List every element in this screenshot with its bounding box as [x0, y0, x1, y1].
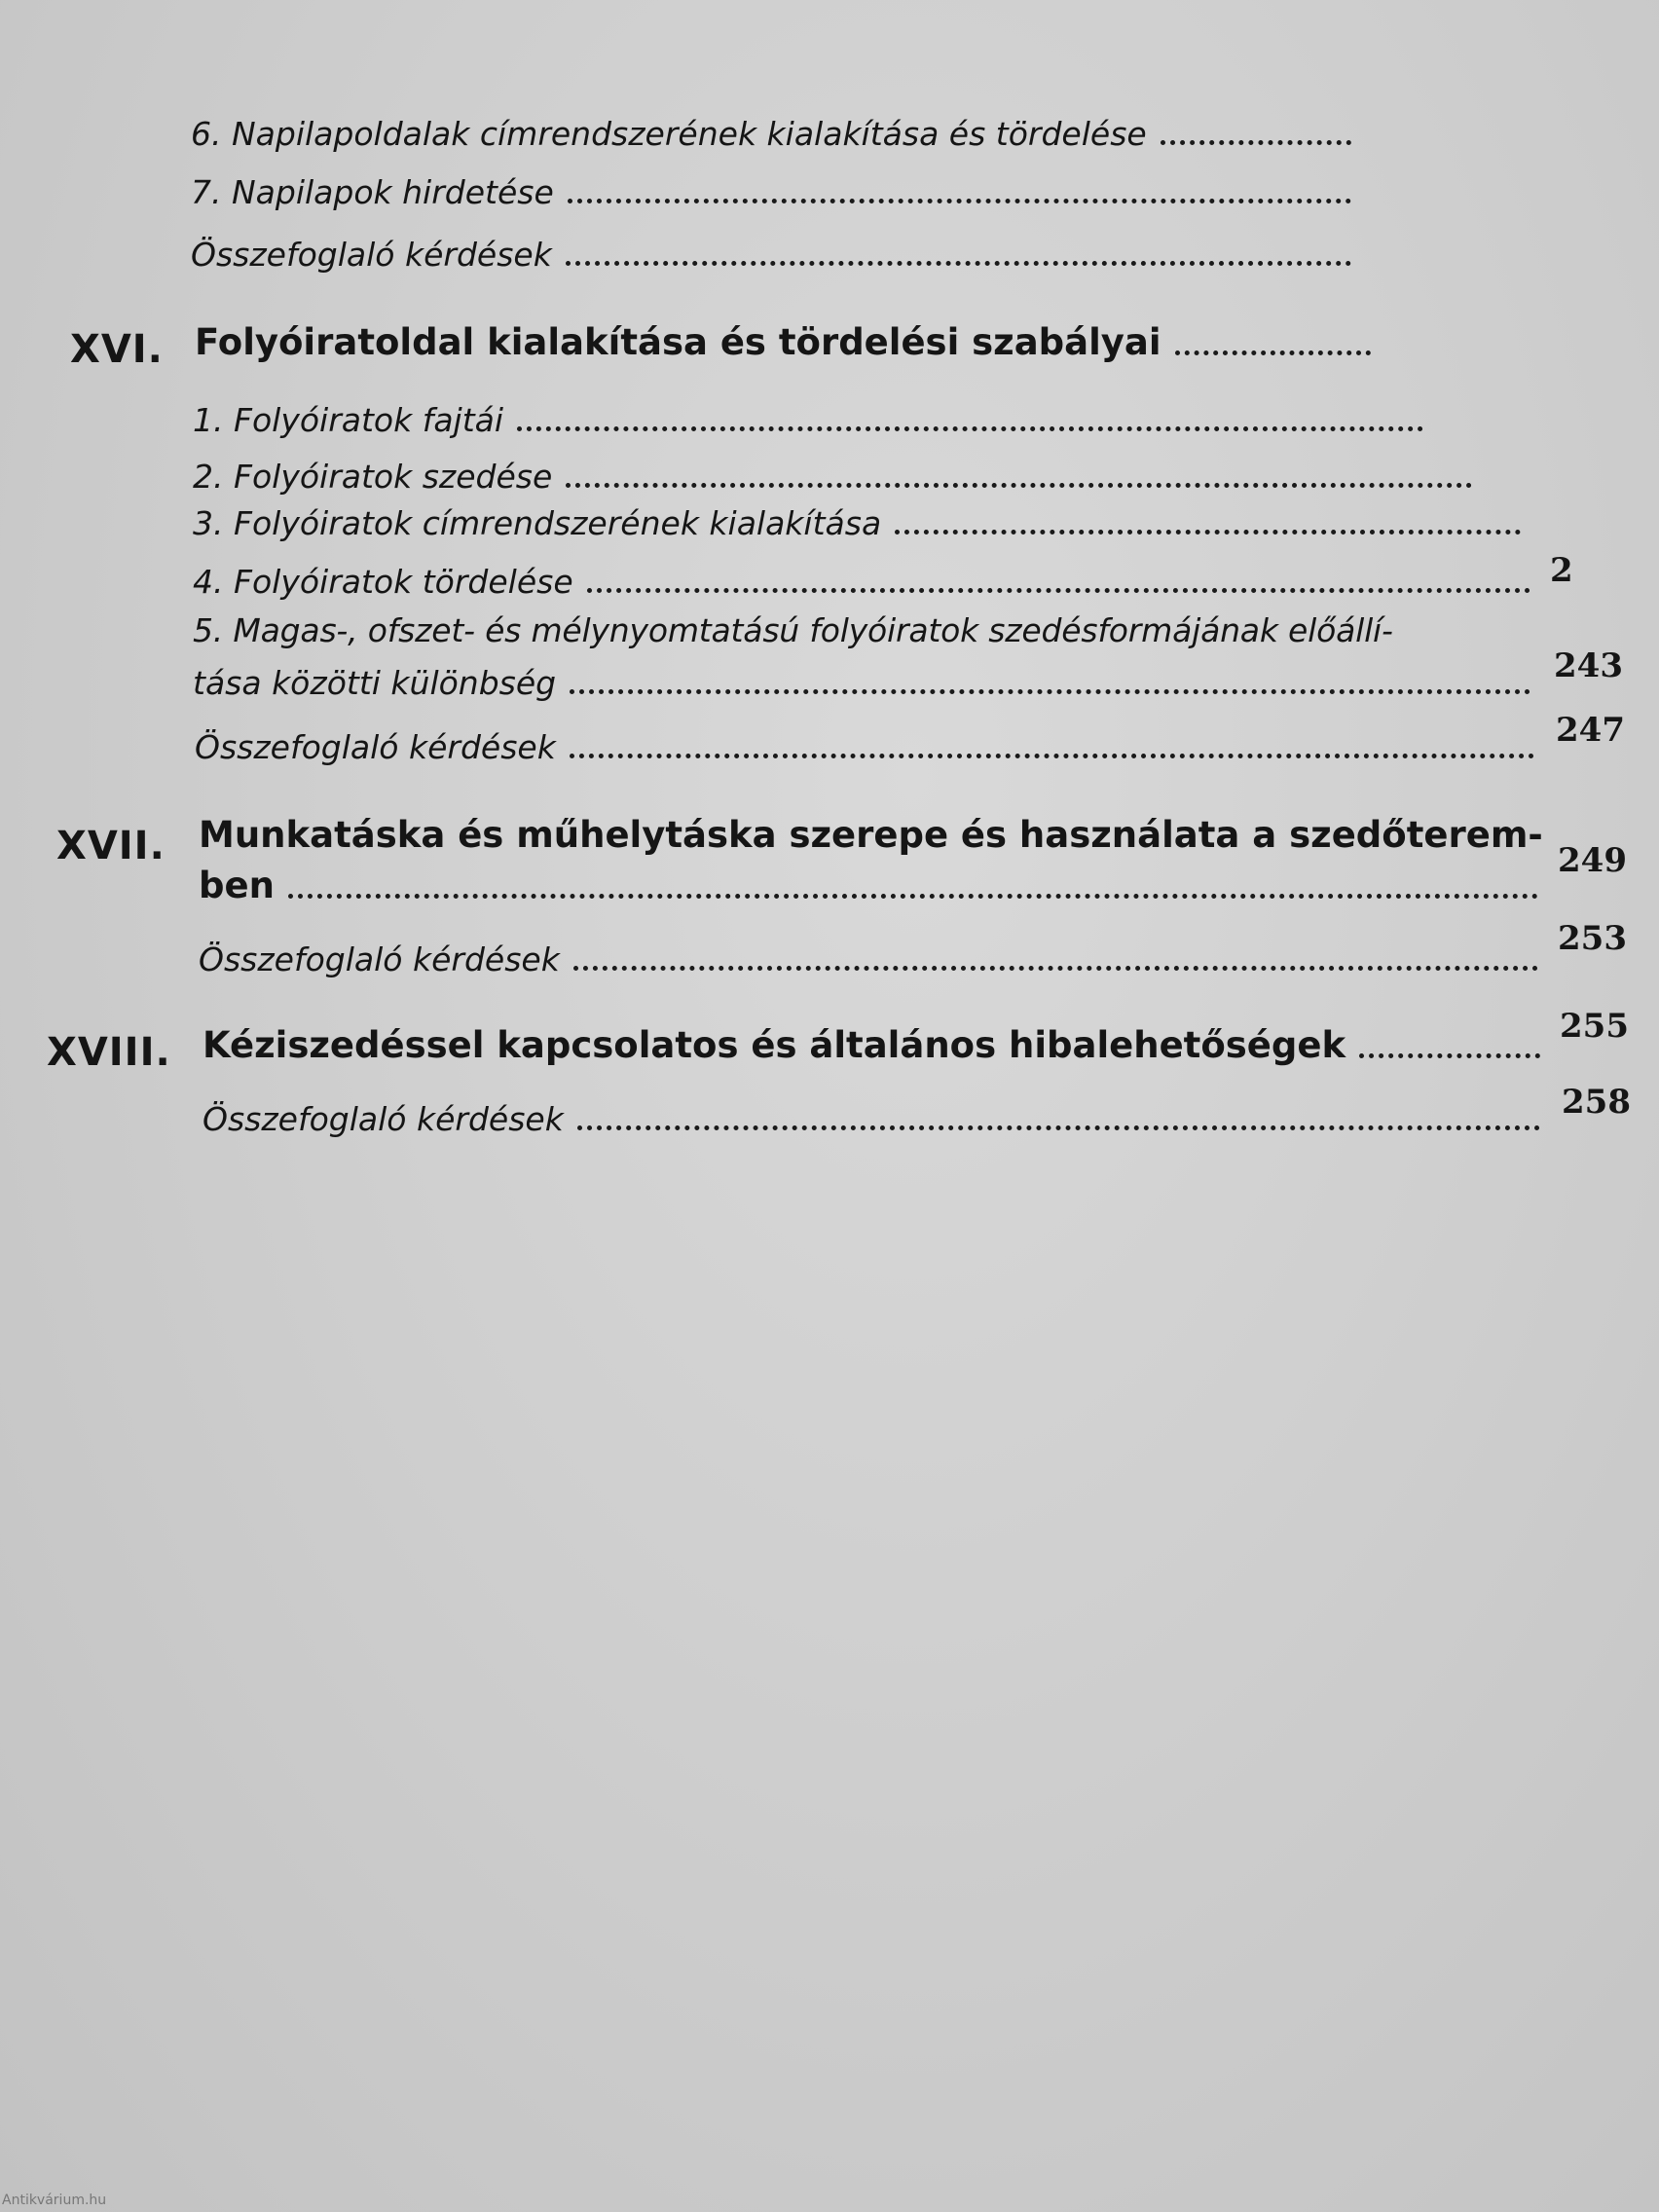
toc-entry-label: Összefoglaló kérdések: [199, 940, 560, 978]
dot-leader: [566, 483, 1472, 488]
dot-leader: [568, 199, 1351, 203]
toc-entry-5-line1: 5. Magas-, ofszet- és mélynyomtatású folyóiratok szedésformájának előállí-: [193, 611, 1393, 649]
toc-entry-label: 4. Folyóiratok tördelése: [193, 563, 573, 601]
toc-summary-questions: [191, 236, 1357, 274]
page-number: 243: [1554, 646, 1623, 685]
toc-entry-label: Összefoglaló kérdések: [195, 728, 556, 766]
toc-summary-questions: [195, 728, 1540, 766]
page-number: 253: [1558, 919, 1627, 958]
toc-entry-2: [193, 458, 1478, 496]
toc-entry-label: 2. Folyóiratok szedése: [193, 458, 553, 496]
toc-summary-questions: [203, 1100, 1546, 1138]
dot-leader: [517, 426, 1423, 431]
chapter-number: XVIII.: [47, 1030, 171, 1075]
toc-entry-6: [191, 115, 1357, 153]
toc-entry-label: 1. Folyóiratok fajtái: [193, 401, 504, 439]
toc-summary-questions: [199, 940, 1544, 978]
chapter-heading-xviii: [203, 1024, 1546, 1066]
chapter-number: XVI.: [70, 327, 164, 372]
dot-leader: [895, 530, 1521, 535]
toc-entry-label: 6. Napilapoldalak címrendszerének kialakítása és tördelése: [191, 115, 1147, 153]
dot-leader: [587, 588, 1530, 593]
dot-leader: [288, 894, 1538, 899]
page-number: 249: [1558, 841, 1627, 880]
chapter-heading-xvi: [195, 321, 1377, 363]
dot-leader: [577, 1125, 1540, 1130]
chapter-number: XVII.: [56, 824, 166, 868]
toc-entry-label: Összefoglaló kérdések: [203, 1100, 564, 1138]
chapter-title: ben: [199, 865, 275, 906]
toc-entry-1: [193, 401, 1429, 439]
page-number: 258: [1562, 1083, 1631, 1122]
dot-leader: [570, 689, 1530, 694]
page-number: 247: [1556, 711, 1625, 750]
chapter-title-line1: Munkatáska és műhelytáska szerepe és használata a szedőterem-: [199, 814, 1543, 856]
dot-leader: [570, 754, 1534, 758]
page-number: 2: [1550, 551, 1573, 590]
toc-entry-label: Összefoglaló kérdések: [191, 236, 552, 274]
page-number: 255: [1560, 1007, 1629, 1046]
toc-entry-label: 3. Folyóiratok címrendszerének kialakítása: [193, 504, 882, 542]
toc-entry-7: [191, 173, 1357, 211]
chapter-heading-xvii: [199, 865, 1544, 906]
dot-leader: [566, 261, 1351, 266]
toc-entry-4: [193, 563, 1536, 601]
toc-entry-3: [193, 504, 1527, 542]
dot-leader: [1175, 350, 1371, 355]
watermark: Antikvárium.hu: [2, 2193, 107, 2208]
chapter-title: Kéziszedéssel kapcsolatos és általános hibalehetőségek: [203, 1024, 1346, 1066]
dot-leader: [573, 966, 1538, 971]
dot-leader: [1359, 1053, 1540, 1058]
toc-entry-5: [193, 664, 1536, 702]
dot-leader: [1161, 140, 1351, 145]
chapter-title: Folyóiratoldal kialakítása és tördelési szabályai: [195, 321, 1161, 363]
toc-entry-label: 7. Napilapok hirdetése: [191, 173, 554, 211]
toc-entry-label: tása közötti különbség: [193, 664, 557, 702]
